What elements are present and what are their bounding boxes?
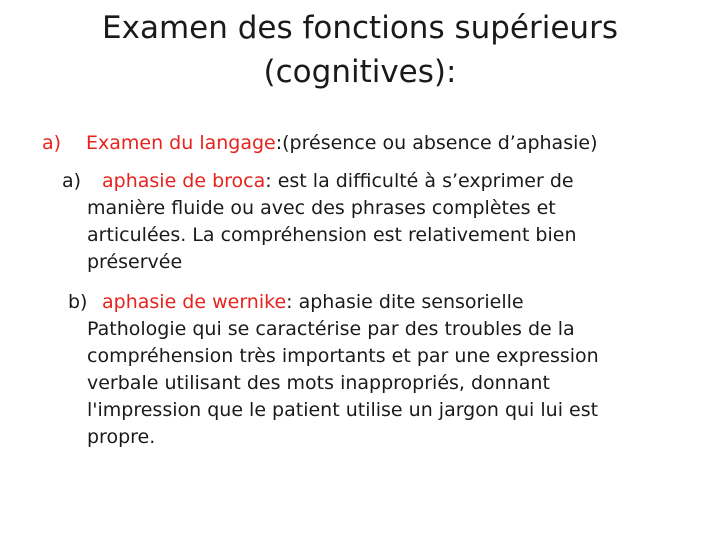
item-b-line-3: verbale utilisant des mots inappropriés, donnant — [87, 372, 550, 394]
item-b-marker: b) — [68, 291, 88, 313]
item-a-line-0: : est la difficulté à s’exprimer de — [265, 170, 574, 192]
item-b-line-0: : aphasie dite sensorielle — [286, 291, 524, 313]
item-b-line-4: l'impression que le patient utilise un jargon qui lui est — [87, 399, 599, 421]
title-line-2: (cognitives): — [263, 54, 457, 90]
section-a-label: Examen du langage — [86, 132, 276, 154]
section-a-heading — [42, 130, 597, 157]
item-a-term: aphasie de broca — [102, 170, 266, 192]
title-line-1: Examen des fonctions supérieurs — [102, 10, 618, 46]
item-b-line-1: Pathologie qui se caractérise par des troubles de la — [87, 318, 575, 340]
section-a-marker: a) — [42, 132, 62, 154]
item-a-line-3: préservée — [87, 251, 183, 273]
item-b-first-line — [68, 289, 524, 316]
section-a-rest: :(présence ou absence d’aphasie) — [275, 132, 598, 154]
item-b-line-2: compréhension très importants et par une expression — [87, 345, 599, 367]
item-b-term: aphasie de wernike — [102, 291, 287, 313]
item-b-line-5: propre. — [87, 426, 156, 448]
item-a-line-2: articulées. La compréhension est relativement bien — [87, 224, 577, 246]
slide-title — [60, 6, 660, 94]
item-a-marker: a) — [62, 170, 82, 192]
item-a-line-1: manière fluide ou avec des phrases complètes et — [87, 197, 556, 219]
item-a-first-line — [62, 168, 574, 195]
